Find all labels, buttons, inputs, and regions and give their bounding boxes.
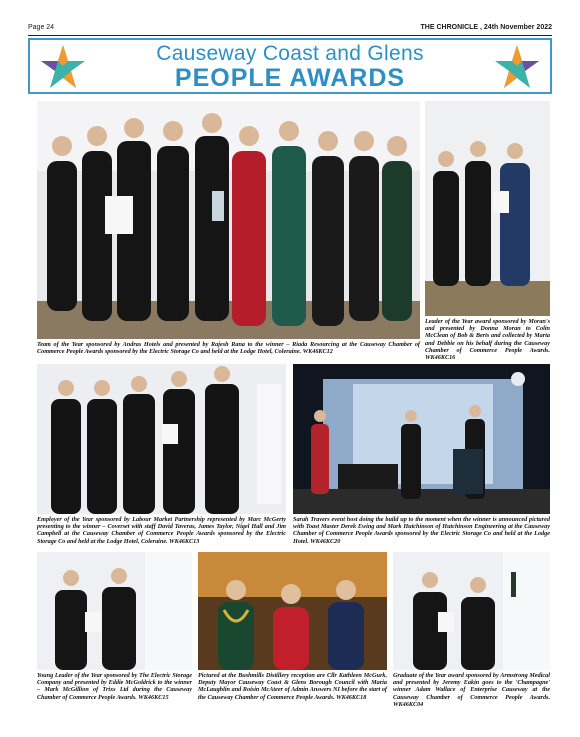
banner-title-line1: Causeway Coast and Glens — [156, 42, 424, 65]
photo-bushmills-reception — [198, 552, 387, 670]
caption-employer-of-the-year: Employer of the Year sponsored by Labour Market Partnership represented by Marc McGerty presenting to the winner – Coverset with staff David Taveras, James Taylor, Nigel Hall and Jim Campbell at the Causeway Chamber of Commerce People Awards sponsored by the Electric Storage Co and held at the Lodge Hotel, Coleraine. WK46KC13 — [37, 516, 286, 545]
caption-young-leader: Young Leader of the Year sponsored by The Electric Storage Company and presented by Eddie McGoldrick to the winner – Mark McGillion of Trixs Ltd during the Causeway Chamber of Commerce People Awards. WK46KC15 — [37, 672, 192, 701]
caption-leader-of-the-year: Leader of the Year award sponsored by Moran's and presented by Donna Moran to Colin McClean of Bob & Berts and collected by Marta and Debbie on his behalf during the Causeway Chamber of Commerce People Awards. WK46KC16 — [425, 318, 550, 362]
awards-banner — [28, 38, 552, 94]
photo-event-host — [293, 364, 550, 514]
photo-young-leader — [37, 552, 192, 670]
publication-dateline: THE CHRONICLE , 24th November 2022 — [420, 24, 552, 31]
page-header — [28, 24, 552, 36]
caption-graduate-of-the-year: Graduate of the Year award sponsored by Armstrong Medical and presented by Jeremy Eakin goes to the 'Champagne' winner Adam Wallace of Enterprise Causeway at the Causeway Chamber of Commerce People Awards. WK46KC04 — [393, 672, 550, 708]
page-number: Page 24 — [28, 24, 55, 31]
caption-team-of-the-year: Team of the Year sponsored by Andras Hotels and presented by Rajesh Rana to the winner – Riada Resourcing at the Causeway Chamber of Commerce People Awards sponsored by the Electric Storage Co and held at the Lodge Hotel, Coleraine. WK46KC12 — [37, 341, 420, 356]
photo-employer-of-the-year — [37, 364, 286, 514]
caption-bushmills-reception: Pictured at the Bushmills Distillery reception are Cllr Kathleen McGurk, Deputy Mayor Causeway Coast & Glens Borough Council with Maria McLaughlin and Roisin McAteer of Admin Answers NI before the start of the Causeway Chamber of Commerce People Awards. WK46KC18 — [198, 672, 387, 701]
photo-team-of-the-year — [37, 101, 420, 339]
photo-leader-of-the-year — [425, 101, 550, 316]
photo-graduate-of-the-year — [393, 552, 550, 670]
awards-star-logo-icon — [492, 42, 542, 92]
banner-title-line2: PEOPLE AWARDS — [174, 64, 406, 92]
caption-event-host: Sarah Travers event host doing the build up to the moment when the winner is announced pictured with Toast Master Derek Ewing and Mark Hutchinson of Hutchinson Engineering at the Causeway Chamber of Commerce People Awards sponsored by the Electric Storage Co and held at the Lodge Hotel. WK46KC20 — [293, 516, 550, 545]
